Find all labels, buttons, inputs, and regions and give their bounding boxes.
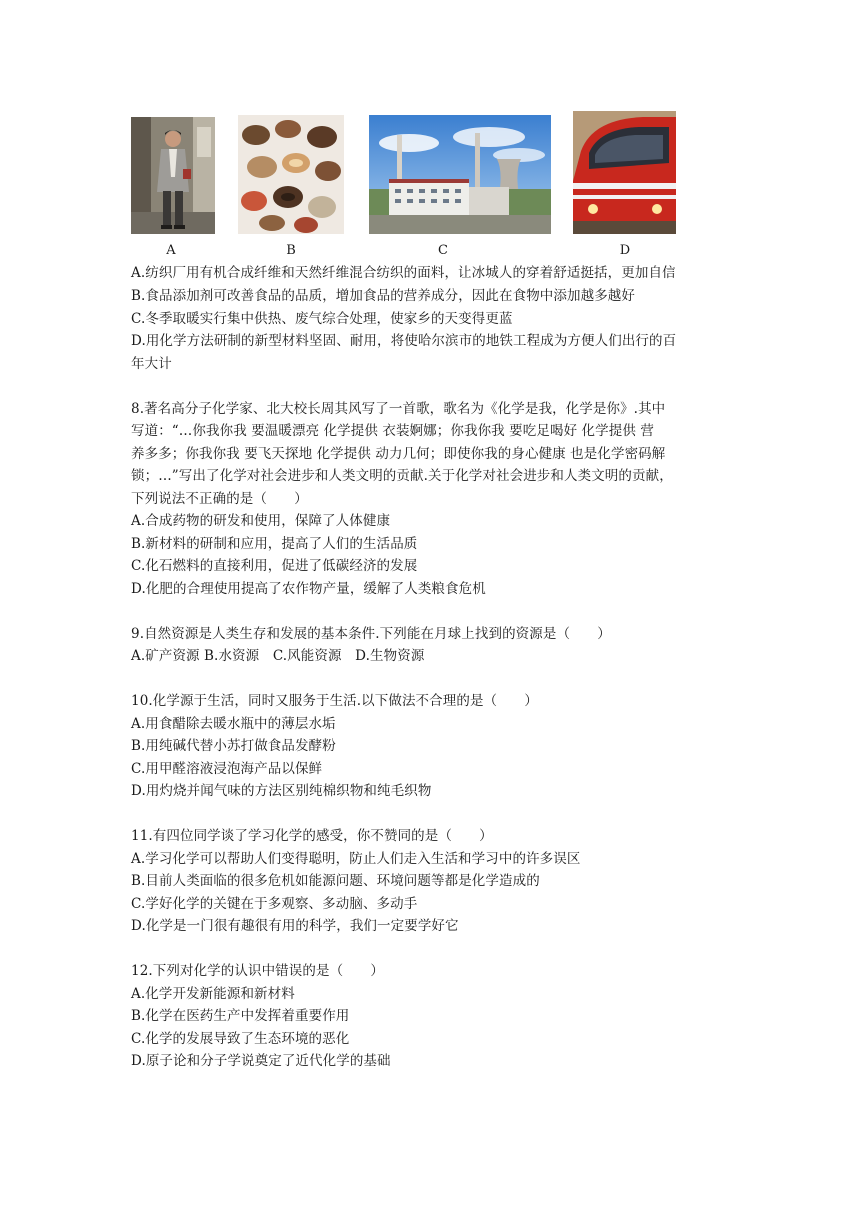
q7-option-d: D.用化学方法研制的新型材料坚固、耐用，将使哈尔滨市的地铁工程成为方便人们出行的百 <box>131 333 677 349</box>
q12-option-a: A.化学开发新能源和新材料 <box>131 986 295 1002</box>
image-d-label: D <box>619 243 631 258</box>
q11-option-c: C.学好化学的关键在于多观察、多动脑、多动手 <box>131 896 418 912</box>
q10-option-a: A.用食醋除去暖水瓶中的薄层水垢 <box>131 716 336 732</box>
q11-stem: 11.有四位同学谈了学习化学的感受，你不赞同的是（ ） <box>131 828 493 844</box>
q8-option-d: D.化肥的合理使用提高了农作物产量，缓解了人类粮食危机 <box>131 581 486 597</box>
q9-options: A.矿产资源 B.水资源 C.风能资源 D.生物资源 <box>131 648 425 664</box>
q7-option-c: C.冬季取暖实行集中供热、废气综合处理，使家乡的天变得更蓝 <box>131 311 513 327</box>
image-d <box>573 111 676 234</box>
q11-option-b: B.目前人类面临的很多危机如能源问题、环境问题等都是化学造成的 <box>131 873 540 889</box>
q8-stem-line-2: 写道：“…你我你我 要温暖漂亮 化学提供 衣装婀娜；你我你我 要吃足喝好 化学提供 营 <box>131 423 654 439</box>
subway-train-photo-icon <box>573 111 676 234</box>
q8-stem-line-1: 8.著名高分子化学家、北大校长周其风写了一首歌，歌名为《化学是我，化学是你》.其中 <box>131 401 666 417</box>
image-b <box>238 115 344 234</box>
fashion-man-photo-icon <box>131 117 215 234</box>
power-plant-photo-icon <box>369 115 551 234</box>
q7-option-b: B.食品添加剂可改善食品的品质，增加食品的营养成分，因此在食物中添加越多越好 <box>131 288 636 304</box>
q11-option-d: D.化学是一门很有趣很有用的科学，我们一定要学好它 <box>131 918 459 934</box>
q8-option-c: C.化石燃料的直接利用，促进了低碳经济的发展 <box>131 558 418 574</box>
q8-option-b: B.新材料的研制和应用，提高了人们的生活品质 <box>131 536 418 552</box>
q8-stem-line-3: 养多多；你我你我 要飞天探地 化学提供 动力几何；即使你我的身心健康 也是化学密码解 <box>131 446 666 462</box>
q8-option-a: A.合成药物的研发和使用，保障了人体健康 <box>131 513 391 529</box>
q8-stem-line-5: 下列说法不正确的是（ ） <box>131 491 308 507</box>
q12-option-b: B.化学在医药生产中发挥着重要作用 <box>131 1008 350 1024</box>
image-c-label: C <box>438 243 448 258</box>
image-a-label: A <box>166 243 176 258</box>
q10-option-d: D.用灼烧并闻气味的方法区别纯棉织物和纯毛织物 <box>131 783 432 799</box>
q12-option-d: D.原子论和分子学说奠定了近代化学的基础 <box>131 1053 391 1069</box>
q8-stem-line-4: 锁；…”写出了化学对社会进步和人类文明的贡献.关于化学对社会进步和人类文明的贡献， <box>131 468 673 484</box>
q11-option-a: A.学习化学可以帮助人们变得聪明，防止人们走入生活和学习中的许多误区 <box>131 851 581 867</box>
image-b-label: B <box>286 243 296 258</box>
food-dishes-photo-icon <box>238 115 344 234</box>
image-a <box>131 117 215 234</box>
q12-option-c: C.化学的发展导致了生态环境的恶化 <box>131 1031 350 1047</box>
q7-option-a: A.纺织厂用有机合成纤维和天然纤维混合纺织的面料，让冰城人的穿着舒适挺括，更加自信 <box>131 265 676 281</box>
q10-option-b: B.用纯碱代替小苏打做食品发酵粉 <box>131 738 336 754</box>
q9-stem: 9.自然资源是人类生存和发展的基本条件.下列能在月球上找到的资源是（ ） <box>131 626 611 642</box>
q10-option-c: C.用甲醛溶液浸泡海产品以保鲜 <box>131 761 323 777</box>
q7-option-d-cont: 年大计 <box>131 356 172 372</box>
image-c <box>369 115 551 234</box>
q12-stem: 12.下列对化学的认识中错误的是（ ） <box>131 963 384 979</box>
q10-stem: 10.化学源于生活，同时又服务于生活.以下做法不合理的是（ ） <box>131 693 538 709</box>
